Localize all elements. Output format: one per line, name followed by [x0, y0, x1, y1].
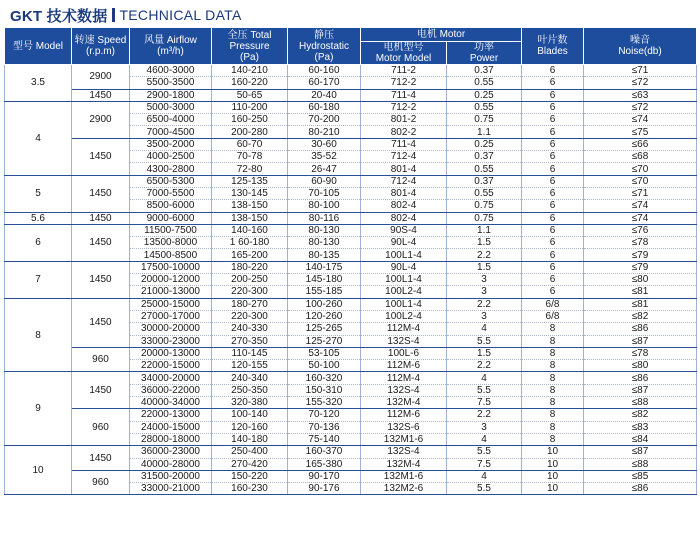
power-cell: 7.5: [447, 458, 522, 470]
noise-cell: ≤86: [584, 323, 697, 335]
noise-cell: ≤79: [584, 261, 697, 273]
noise-cell: ≤88: [584, 397, 697, 409]
table-row: [5, 446, 697, 458]
table-row: [5, 65, 697, 77]
speed-cell: 1450: [72, 261, 130, 298]
power-cell: 5.5: [447, 483, 522, 495]
power-cell: 7.5: [447, 397, 522, 409]
hydrostatic-cell: 100-260: [288, 298, 361, 310]
noise-cell: ≤86: [584, 483, 697, 495]
blades-cell: 8: [522, 409, 584, 421]
hydrostatic-cell: 165-380: [288, 458, 361, 470]
speed-cell: 1450: [72, 372, 130, 409]
power-cell: 0.75: [447, 114, 522, 126]
hydrostatic-cell: 70-120: [288, 409, 361, 421]
header-airflow: 风量 Airflow (m³/h): [130, 28, 212, 65]
power-cell: 2.2: [447, 409, 522, 421]
total-pressure-cell: 125-135: [212, 175, 288, 187]
power-cell: 0.75: [447, 212, 522, 224]
airflow-cell: 17500-10000: [130, 261, 212, 273]
blades-cell: 6/8: [522, 298, 584, 310]
table-row: [5, 138, 697, 150]
total-pressure-cell: 200-280: [212, 126, 288, 138]
noise-cell: ≤72: [584, 77, 697, 89]
header-total-pressure: 全压 Total Pressure (Pa): [212, 28, 288, 65]
hydrostatic-cell: 53-105: [288, 347, 361, 359]
total-pressure-cell: 72-80: [212, 163, 288, 175]
model-cell: 8: [5, 298, 72, 372]
noise-cell: ≤71: [584, 65, 697, 77]
motor-model-cell: 100L1-4: [361, 249, 447, 261]
airflow-cell: 2900-1800: [130, 89, 212, 101]
hydrostatic-cell: 70-105: [288, 187, 361, 199]
motor-model-cell: 100L-6: [361, 347, 447, 359]
blades-cell: 8: [522, 384, 584, 396]
motor-model-cell: 801-4: [361, 187, 447, 199]
noise-cell: ≤82: [584, 310, 697, 322]
total-pressure-cell: 138-150: [212, 200, 288, 212]
motor-model-cell: 132M2-6: [361, 483, 447, 495]
airflow-cell: 6500-4000: [130, 114, 212, 126]
model-cell: 3.5: [5, 65, 72, 102]
noise-cell: ≤84: [584, 433, 697, 445]
header-motor: 电机 Motor: [361, 28, 522, 42]
airflow-cell: 7000-4500: [130, 126, 212, 138]
header-model: 型号 Model: [5, 28, 72, 65]
blades-cell: 8: [522, 397, 584, 409]
power-cell: 1.5: [447, 237, 522, 249]
header-noise: 噪音 Noise(db): [584, 28, 697, 65]
noise-cell: ≤86: [584, 372, 697, 384]
hydrostatic-cell: 80-130: [288, 237, 361, 249]
blades-cell: 6: [522, 224, 584, 236]
noise-cell: ≤83: [584, 421, 697, 433]
total-pressure-cell: 320-380: [212, 397, 288, 409]
blades-cell: 6: [522, 212, 584, 224]
power-cell: 4: [447, 372, 522, 384]
blades-cell: 6: [522, 77, 584, 89]
hydrostatic-cell: 50-100: [288, 360, 361, 372]
noise-cell: ≤72: [584, 101, 697, 113]
power-cell: 0.55: [447, 187, 522, 199]
speed-cell: 2900: [72, 101, 130, 138]
airflow-cell: 9000-6000: [130, 212, 212, 224]
motor-model-cell: 90S-4: [361, 224, 447, 236]
noise-cell: ≤81: [584, 286, 697, 298]
power-cell: 0.55: [447, 163, 522, 175]
blades-cell: 6: [522, 65, 584, 77]
blades-cell: 10: [522, 470, 584, 482]
airflow-cell: 8500-6000: [130, 200, 212, 212]
total-pressure-cell: 50-65: [212, 89, 288, 101]
speed-cell: 2900: [72, 65, 130, 90]
speed-cell: 1450: [72, 89, 130, 101]
power-cell: 0.25: [447, 138, 522, 150]
hydrostatic-cell: 75-140: [288, 433, 361, 445]
blades-cell: 6: [522, 261, 584, 273]
table-row: [5, 409, 697, 421]
motor-model-cell: 100L2-4: [361, 286, 447, 298]
motor-model-cell: 132S-4: [361, 335, 447, 347]
model-cell: 7: [5, 261, 72, 298]
table-row: [5, 101, 697, 113]
total-pressure-cell: 240-340: [212, 372, 288, 384]
blades-cell: 8: [522, 347, 584, 359]
airflow-cell: 20000-12000: [130, 274, 212, 286]
airflow-cell: 22000-13000: [130, 409, 212, 421]
motor-model-cell: 112M-6: [361, 360, 447, 372]
header-power: 功率 Power: [447, 42, 522, 65]
total-pressure-cell: 220-300: [212, 310, 288, 322]
model-cell: 6: [5, 224, 72, 261]
total-pressure-cell: 150-220: [212, 470, 288, 482]
hydrostatic-cell: 80-116: [288, 212, 361, 224]
power-cell: 3: [447, 310, 522, 322]
motor-model-cell: 802-2: [361, 126, 447, 138]
title-main: GKT 技术数据: [10, 7, 108, 25]
airflow-cell: 28000-18000: [130, 433, 212, 445]
total-pressure-cell: 160-220: [212, 77, 288, 89]
airflow-cell: 24000-15000: [130, 421, 212, 433]
table-row: [5, 470, 697, 482]
motor-model-cell: 112M-4: [361, 323, 447, 335]
motor-model-cell: 90L-4: [361, 261, 447, 273]
hydrostatic-cell: 60-90: [288, 175, 361, 187]
hydrostatic-cell: 80-130: [288, 224, 361, 236]
airflow-cell: 14500-8500: [130, 249, 212, 261]
total-pressure-cell: 140-180: [212, 433, 288, 445]
motor-model-cell: 801-2: [361, 114, 447, 126]
total-pressure-cell: 250-350: [212, 384, 288, 396]
total-pressure-cell: 110-145: [212, 347, 288, 359]
total-pressure-cell: 180-270: [212, 298, 288, 310]
table-row: [5, 372, 697, 384]
airflow-cell: 5500-3500: [130, 77, 212, 89]
power-cell: 2.2: [447, 360, 522, 372]
total-pressure-cell: 270-350: [212, 335, 288, 347]
motor-model-cell: 112M-4: [361, 372, 447, 384]
table-row: [5, 298, 697, 310]
noise-cell: ≤80: [584, 274, 697, 286]
power-cell: 0.25: [447, 89, 522, 101]
total-pressure-cell: 60-70: [212, 138, 288, 150]
hydrostatic-cell: 140-175: [288, 261, 361, 273]
blades-cell: 6: [522, 286, 584, 298]
hydrostatic-cell: 60-180: [288, 101, 361, 113]
hydrostatic-cell: 90-176: [288, 483, 361, 495]
blades-cell: 6: [522, 237, 584, 249]
blades-cell: 10: [522, 483, 584, 495]
blades-cell: 6: [522, 151, 584, 163]
airflow-cell: 4000-2500: [130, 151, 212, 163]
hydrostatic-cell: 160-320: [288, 372, 361, 384]
noise-cell: ≤74: [584, 212, 697, 224]
blades-cell: 6: [522, 187, 584, 199]
hydrostatic-cell: 26-47: [288, 163, 361, 175]
airflow-cell: 5000-3000: [130, 101, 212, 113]
noise-cell: ≤70: [584, 175, 697, 187]
table-row: [5, 347, 697, 359]
blades-cell: 10: [522, 446, 584, 458]
airflow-cell: 40000-34000: [130, 397, 212, 409]
speed-cell: 1450: [72, 446, 130, 471]
table-row: [5, 175, 697, 187]
table-row: [5, 212, 697, 224]
hydrostatic-cell: 20-40: [288, 89, 361, 101]
total-pressure-cell: 1 60-180: [212, 237, 288, 249]
hydrostatic-cell: 70-200: [288, 114, 361, 126]
speed-cell: 1450: [72, 298, 130, 347]
motor-model-cell: 132M1-6: [361, 433, 447, 445]
motor-model-cell: 711-2: [361, 65, 447, 77]
noise-cell: ≤87: [584, 384, 697, 396]
total-pressure-cell: 138-150: [212, 212, 288, 224]
hydrostatic-cell: 155-185: [288, 286, 361, 298]
speed-cell: 960: [72, 470, 130, 495]
hydrostatic-cell: 80-210: [288, 126, 361, 138]
hydrostatic-cell: 30-60: [288, 138, 361, 150]
motor-model-cell: 711-4: [361, 138, 447, 150]
hydrostatic-cell: 90-170: [288, 470, 361, 482]
airflow-cell: 4600-3000: [130, 65, 212, 77]
airflow-cell: 40000-28000: [130, 458, 212, 470]
hydrostatic-cell: 120-260: [288, 310, 361, 322]
power-cell: 2.2: [447, 298, 522, 310]
total-pressure-cell: 240-330: [212, 323, 288, 335]
hydrostatic-cell: 80-100: [288, 200, 361, 212]
airflow-cell: 33000-23000: [130, 335, 212, 347]
total-pressure-cell: 250-400: [212, 446, 288, 458]
noise-cell: ≤87: [584, 446, 697, 458]
power-cell: 0.75: [447, 200, 522, 212]
blades-cell: 6: [522, 200, 584, 212]
power-cell: 2.2: [447, 249, 522, 261]
airflow-cell: 36000-23000: [130, 446, 212, 458]
hydrostatic-cell: 160-370: [288, 446, 361, 458]
speed-cell: 1450: [72, 212, 130, 224]
model-cell: 4: [5, 101, 72, 175]
noise-cell: ≤63: [584, 89, 697, 101]
blades-cell: 6: [522, 274, 584, 286]
motor-model-cell: 132S-6: [361, 421, 447, 433]
airflow-cell: 30000-20000: [130, 323, 212, 335]
power-cell: 5.5: [447, 446, 522, 458]
noise-cell: ≤85: [584, 470, 697, 482]
title-separator: [112, 8, 115, 22]
blades-cell: 6: [522, 114, 584, 126]
header-hydrostatic: 静压 Hydrostatic (Pa): [288, 28, 361, 65]
power-cell: 3: [447, 274, 522, 286]
blades-cell: 6: [522, 138, 584, 150]
hydrostatic-cell: 60-160: [288, 65, 361, 77]
power-cell: 0.37: [447, 151, 522, 163]
total-pressure-cell: 270-420: [212, 458, 288, 470]
blades-cell: 6: [522, 163, 584, 175]
total-pressure-cell: 160-230: [212, 483, 288, 495]
speed-cell: 1450: [72, 138, 130, 175]
noise-cell: ≤78: [584, 237, 697, 249]
power-cell: 1.1: [447, 126, 522, 138]
blades-cell: 6: [522, 249, 584, 261]
noise-cell: ≤75: [584, 126, 697, 138]
hydrostatic-cell: 155-320: [288, 397, 361, 409]
airflow-cell: 3500-2000: [130, 138, 212, 150]
speed-cell: 1450: [72, 224, 130, 261]
power-cell: 1.1: [447, 224, 522, 236]
motor-model-cell: 712-2: [361, 77, 447, 89]
airflow-cell: 11500-7500: [130, 224, 212, 236]
airflow-cell: 36000-22000: [130, 384, 212, 396]
model-cell: 10: [5, 446, 72, 495]
power-cell: 0.37: [447, 175, 522, 187]
total-pressure-cell: 160-250: [212, 114, 288, 126]
title-sub: TECHNICAL DATA: [119, 7, 242, 23]
total-pressure-cell: 165-200: [212, 249, 288, 261]
total-pressure-cell: 200-250: [212, 274, 288, 286]
noise-cell: ≤79: [584, 249, 697, 261]
table-row: [5, 89, 697, 101]
power-cell: 3: [447, 286, 522, 298]
motor-model-cell: 712-2: [361, 101, 447, 113]
noise-cell: ≤81: [584, 298, 697, 310]
blades-cell: 8: [522, 335, 584, 347]
motor-model-cell: 112M-6: [361, 409, 447, 421]
total-pressure-cell: 120-155: [212, 360, 288, 372]
total-pressure-cell: 100-140: [212, 409, 288, 421]
hydrostatic-cell: 60-170: [288, 77, 361, 89]
header-blades: 叶片数 Blades: [522, 28, 584, 65]
motor-model-cell: 712-4: [361, 151, 447, 163]
hydrostatic-cell: 35-52: [288, 151, 361, 163]
noise-cell: ≤82: [584, 409, 697, 421]
blades-cell: 6/8: [522, 310, 584, 322]
noise-cell: ≤74: [584, 114, 697, 126]
header-speed: 转速 Speed (r.p.m): [72, 28, 130, 65]
speed-cell: 960: [72, 409, 130, 446]
header-motor-model: 电机型号 Motor Model: [361, 42, 447, 65]
airflow-cell: 22000-15000: [130, 360, 212, 372]
motor-model-cell: 100L1-4: [361, 298, 447, 310]
power-cell: 5.5: [447, 335, 522, 347]
noise-cell: ≤68: [584, 151, 697, 163]
power-cell: 3: [447, 421, 522, 433]
model-cell: 5.6: [5, 212, 72, 224]
total-pressure-cell: 180-220: [212, 261, 288, 273]
blades-cell: 8: [522, 323, 584, 335]
motor-model-cell: 712-4: [361, 175, 447, 187]
motor-model-cell: 132M-4: [361, 458, 447, 470]
noise-cell: ≤76: [584, 224, 697, 236]
motor-model-cell: 90L-4: [361, 237, 447, 249]
noise-cell: ≤78: [584, 347, 697, 359]
airflow-cell: 34000-20000: [130, 372, 212, 384]
hydrostatic-cell: 80-135: [288, 249, 361, 261]
noise-cell: ≤80: [584, 360, 697, 372]
noise-cell: ≤71: [584, 187, 697, 199]
model-cell: 5: [5, 175, 72, 212]
airflow-cell: 33000-21000: [130, 483, 212, 495]
technical-data-table: [4, 27, 697, 495]
airflow-cell: 13500-8000: [130, 237, 212, 249]
blades-cell: 6: [522, 101, 584, 113]
airflow-cell: 31500-20000: [130, 470, 212, 482]
total-pressure-cell: 120-160: [212, 421, 288, 433]
noise-cell: ≤66: [584, 138, 697, 150]
motor-model-cell: 801-4: [361, 163, 447, 175]
noise-cell: ≤87: [584, 335, 697, 347]
power-cell: 4: [447, 470, 522, 482]
noise-cell: ≤88: [584, 458, 697, 470]
blades-cell: 10: [522, 458, 584, 470]
table-row: [5, 224, 697, 236]
motor-model-cell: 132M-4: [361, 397, 447, 409]
total-pressure-cell: 140-210: [212, 65, 288, 77]
noise-cell: ≤74: [584, 200, 697, 212]
power-cell: 1.5: [447, 261, 522, 273]
power-cell: 4: [447, 433, 522, 445]
speed-cell: 1450: [72, 175, 130, 212]
airflow-cell: 27000-17000: [130, 310, 212, 322]
speed-cell: 960: [72, 347, 130, 372]
blades-cell: 8: [522, 433, 584, 445]
total-pressure-cell: 130-145: [212, 187, 288, 199]
total-pressure-cell: 110-200: [212, 101, 288, 113]
blades-cell: 6: [522, 126, 584, 138]
hydrostatic-cell: 125-265: [288, 323, 361, 335]
power-cell: 1.5: [447, 347, 522, 359]
noise-cell: ≤70: [584, 163, 697, 175]
power-cell: 0.55: [447, 77, 522, 89]
model-cell: 9: [5, 372, 72, 446]
motor-model-cell: 132S-4: [361, 446, 447, 458]
power-cell: 5.5: [447, 384, 522, 396]
motor-model-cell: 711-4: [361, 89, 447, 101]
hydrostatic-cell: 150-310: [288, 384, 361, 396]
page-title: [10, 4, 242, 26]
airflow-cell: 21000-13000: [130, 286, 212, 298]
airflow-cell: 7000-5500: [130, 187, 212, 199]
motor-model-cell: 132S-4: [361, 384, 447, 396]
total-pressure-cell: 140-160: [212, 224, 288, 236]
total-pressure-cell: 220-300: [212, 286, 288, 298]
motor-model-cell: 100L2-4: [361, 310, 447, 322]
hydrostatic-cell: 125-270: [288, 335, 361, 347]
hydrostatic-cell: 145-180: [288, 274, 361, 286]
power-cell: 4: [447, 323, 522, 335]
motor-model-cell: 802-4: [361, 200, 447, 212]
motor-model-cell: 100L1-4: [361, 274, 447, 286]
motor-model-cell: 132M1-6: [361, 470, 447, 482]
table-row: [5, 261, 697, 273]
power-cell: 0.37: [447, 65, 522, 77]
airflow-cell: 25000-15000: [130, 298, 212, 310]
power-cell: 0.55: [447, 101, 522, 113]
blades-cell: 8: [522, 360, 584, 372]
table-body: [5, 65, 697, 495]
airflow-cell: 20000-13000: [130, 347, 212, 359]
airflow-cell: 6500-5300: [130, 175, 212, 187]
airflow-cell: 4300-2800: [130, 163, 212, 175]
motor-model-cell: 802-4: [361, 212, 447, 224]
table-header: [5, 28, 697, 65]
blades-cell: 6: [522, 89, 584, 101]
blades-cell: 6: [522, 175, 584, 187]
blades-cell: 8: [522, 372, 584, 384]
blades-cell: 8: [522, 421, 584, 433]
total-pressure-cell: 70-78: [212, 151, 288, 163]
hydrostatic-cell: 70-136: [288, 421, 361, 433]
